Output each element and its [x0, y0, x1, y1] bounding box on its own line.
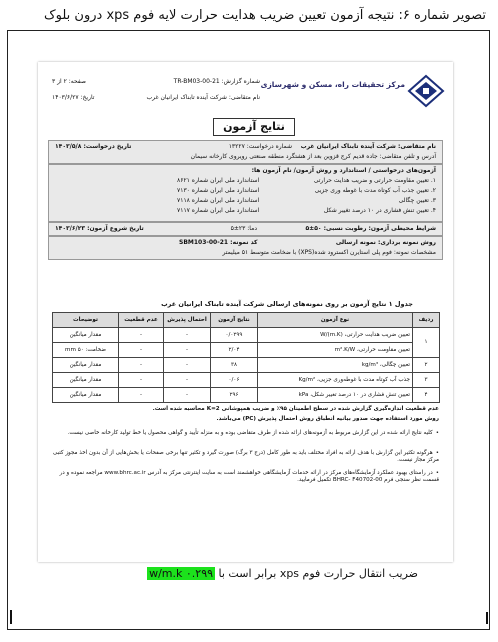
- method-2: ۲. تعیین جذب آب کوتاه مدت با غوطه وری جزیی: [314, 187, 436, 194]
- decision-rule-note: روش مورد استفاده جهت صدور بیانیه انطباق روش احتمال پذیرش (PC) می‌باشد.: [216, 416, 439, 422]
- text-cursor: [10, 610, 12, 624]
- applicant-address: آدرس و تلفن متقاضی: جاده قدیم کرج قزوین بعد از هشتگرد منطقه صنعتی رویروی کارخانه سیمان: [190, 153, 436, 160]
- disclaimer-2: • هرگونه تکثیر این گزارش با هدف ارائه به افراد مختلف باید به طور کامل (درج ۳ برگ) صورت گیرد و تکثیر تنها برخی صفحات یا بخش‌هایی از آن بدون اخذ مجوز کتبی مرکز مجاز نیست.: [52, 450, 439, 464]
- method-1-std: استاندارد ملی ایران شماره ۸۶۲۱: [177, 177, 260, 184]
- col-index: ردیف: [413, 313, 440, 328]
- row-uncertainty: -: [119, 328, 164, 343]
- bhrc-logo-icon: [407, 74, 445, 108]
- table-title: جدول ۱ نتایج آزمون بر روی نمونه‌های ارسالی شرکت آینده تابناک ایرانیان غرب: [161, 300, 413, 308]
- sampling-method: روش نمونه برداری: نمونه ارسالی: [335, 239, 436, 246]
- row-uncertainty: -: [119, 343, 164, 358]
- method-4-std: استاندارد ملی ایران شماره ۷۱۱۷: [177, 207, 260, 214]
- sample-code: کد نمونه: SBM103-00-21: [179, 239, 258, 246]
- row-index: ۳: [413, 373, 440, 388]
- conclusion-text: ضریب انتقال حرارت فوم xps برابر است با: [218, 567, 418, 580]
- header-date: تاریخ: ۱۴۰۳/۶/۲۷: [52, 94, 95, 101]
- row-note: مقدار میانگین: [53, 373, 119, 388]
- conclusion-line: [147, 567, 418, 580]
- row-index: ۴: [413, 388, 440, 403]
- env-temperature: دما: ۲۳±۵: [230, 225, 257, 232]
- environment-box: [48, 222, 443, 236]
- table-row: [53, 388, 440, 403]
- results-table: [52, 312, 440, 403]
- row-acceptance: -: [164, 388, 211, 403]
- row-index: ۱: [413, 328, 440, 358]
- sample-spec: مشخصات نمونه: فوم پلی استایرن اکسترود شده(XPS) با ضخامت متوسط ۵۱ میلیمتر: [222, 249, 436, 256]
- table-header-row: [53, 313, 440, 328]
- row-test: تعیین تنش فشاری در ۱۰ درصد تغییر شکل، kPa: [258, 388, 413, 403]
- col-result: نتایج آزمون: [211, 313, 258, 328]
- test-report: [38, 62, 453, 562]
- col-acceptance: احتمال پذیرش: [164, 313, 211, 328]
- row-test: تعیین مقاومت حرارتی، m².K/W: [258, 343, 413, 358]
- col-uncertainty: عدم قطعیت: [119, 313, 164, 328]
- row-test: تعیین ضریب هدایت حرارتی، (W/(m.K: [258, 328, 413, 343]
- methods-title: آزمون‌های درخواستی / استاندارد و روش آزمون‌/ نام آزمون ها:: [251, 167, 436, 174]
- method-3-std: استاندارد ملی ایران شماره ۷۱۱۸: [177, 197, 260, 204]
- center-name: مرکز تحقیقات راه، مسکن و شهرسازی: [260, 80, 405, 89]
- row-acceptance: -: [164, 373, 211, 388]
- row-acceptance: -: [164, 328, 211, 343]
- uncertainty-note: عدم قطعیت اندازه‌گیری گزارش شده در سطح اطمینان ۹۵٪ و ضریب همپوشانی K=2 محاسبه شده است.: [152, 406, 439, 412]
- applicant-box: [48, 140, 443, 164]
- row-test: تعیین چگالی، kg/m³: [258, 358, 413, 373]
- methods-box: [48, 164, 443, 222]
- row-note: مقدار میانگین: [53, 328, 119, 343]
- page-number: صفحه: ۲ از ۳: [52, 78, 87, 85]
- header-applicant: نام متقاضی: شرکت آینده تابناک ایرانیان غرب: [146, 94, 260, 101]
- report-title: نتایج آزمون: [213, 118, 295, 136]
- table-row: [53, 358, 440, 373]
- col-notes: توضیحات: [53, 313, 119, 328]
- report-number: شماره گزارش: TR-BM03-00-21: [173, 78, 260, 85]
- table-row: [53, 328, 440, 343]
- row-test: جذب آب کوتاه مدت با غوطه‌وری جزیی، Kg/m²: [258, 373, 413, 388]
- applicant-name: نام متقاضی: شرکت آینده تابناک ایرانیان غرب: [300, 143, 436, 150]
- table-row: [53, 343, 440, 358]
- method-1: ۱. تعیین مقاومت حرارتی و ضریب هدایت حرارتی: [313, 177, 436, 184]
- row-note: مقدار میانگین: [53, 388, 119, 403]
- test-start-date: تاریخ شروع آزمون: ۱۴۰۳/۶/۲۳: [55, 225, 144, 232]
- col-test: نوع آزمون: [258, 313, 413, 328]
- method-4: ۴. تعیین تنش فشاری در ۱۰ درصد تغییر شکل: [323, 207, 436, 214]
- row-result: ۲۹۶: [211, 388, 258, 403]
- row-result: ۳۸: [211, 358, 258, 373]
- row-uncertainty: -: [119, 388, 164, 403]
- row-acceptance: -: [164, 343, 211, 358]
- row-result: ۰/۰۶: [211, 373, 258, 388]
- request-date: تاریخ درخواست: ۱۴۰۳/۵/۸: [55, 143, 132, 150]
- row-note: ضخامت: mm ۵۰: [53, 343, 119, 358]
- row-uncertainty: -: [119, 373, 164, 388]
- row-result: ۲/۰۴: [211, 343, 258, 358]
- page-edge-mark: [486, 612, 488, 624]
- table-row: [53, 373, 440, 388]
- method-3: ۳. تعیین چگالی: [398, 197, 436, 204]
- conclusion-value: ۰.۲۹۹ w/m.k: [149, 567, 214, 580]
- row-acceptance: -: [164, 358, 211, 373]
- report-header: [46, 72, 445, 112]
- sample-box: [48, 236, 443, 260]
- env-humidity: شرایط محیطی آزمون: رطوبت نسبی: ۵۰±۵: [305, 225, 436, 232]
- row-uncertainty: -: [119, 358, 164, 373]
- disclaimer-3: • در راستای بهبود عملکرد آزمایشگاه‌های مرکز در ارائه خدمات آزمایشگاهی خواهشمند است به سایت اینترنتی مرکز به آدرس www.bhrc.ac.ir مراجعه نموده و در قسمت نظر سنجی فرم BHRC- F40702-00 تکمیل فرمایید.: [52, 470, 439, 484]
- row-index: ۲: [413, 358, 440, 373]
- request-number: شماره درخواست: ۱۳۲۲۷: [228, 143, 292, 150]
- method-2-std: استاندارد ملی ایران شماره ۷۱۳۰: [177, 187, 260, 194]
- row-note: مقدار میانگین: [53, 358, 119, 373]
- row-result: ۰/۰۲۹۹: [211, 328, 258, 343]
- disclaimer-1: • کلیه نتایج ارائه شده در این گزارش مربوط به آزمونه‌های ارائه شده از طرف متقاضی بوده و به منزله تأیید و گواهی محصول یا خط تولید کارخانه خاصی نیست.: [52, 430, 439, 437]
- figure-caption: تصویر شماره ۶: نتیجه آزمون تعیین ضریب هدایت حرارت لایه فوم xps درون بلوک: [44, 8, 486, 23]
